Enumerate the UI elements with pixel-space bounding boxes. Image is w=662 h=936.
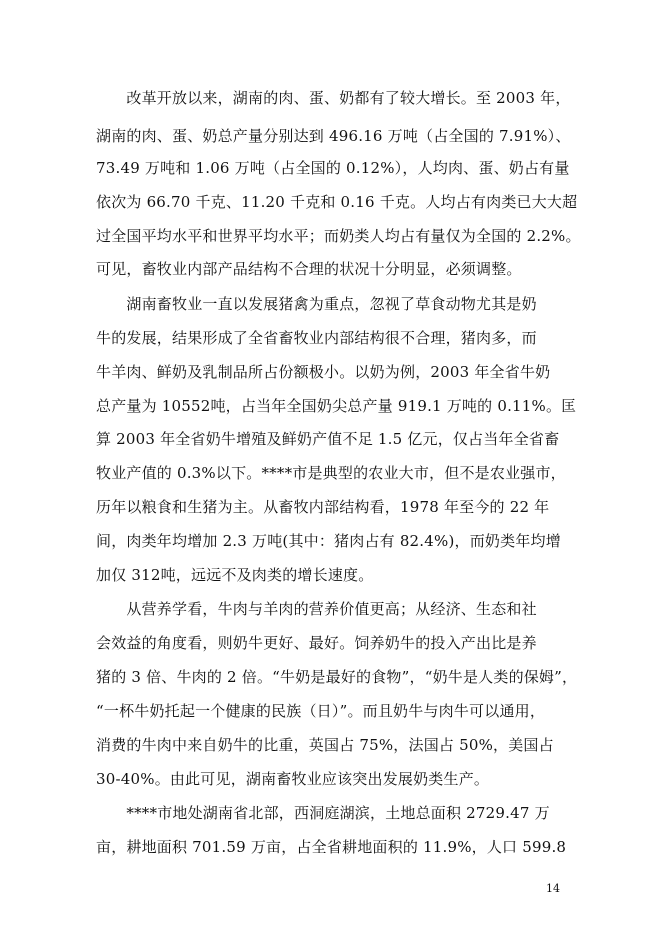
- text-line: 总产量为 10552吨，占当年全国奶尖总产量 919.1 万吨的 0.11%。匡: [96, 397, 577, 415]
- text-line: 牛的发展，结果形成了全省畜牧业内部结构很不合理，猪肉多，而: [96, 329, 537, 347]
- text-line: 可见，畜牧业内部产品结构不合理的状况十分明显，必须调整。: [96, 260, 522, 278]
- text-line: 消费的牛肉中来自奶牛的比重，英国占 75%，法国占 50%，美国占: [96, 736, 554, 754]
- text-line: 牛羊肉、鲜奶及乳制品所占份额极小。以奶为例，2003 年全省牛奶: [96, 363, 551, 381]
- text-line: ****市地处湖南省北部，西洞庭湖滨，土地总面积 2729.47 万: [96, 804, 550, 822]
- text-line: 会效益的角度看，则奶牛更好、最好。饲养奶牛的投入产出比是养: [96, 634, 537, 652]
- text-line: 牧业产值的 0.3%以下。****市是典型的农业大市，但不是农业强市，: [96, 464, 566, 482]
- text-line: 历年以粮食和生猪为主。从畜牧内部结构看，1978 年至今的 22 年: [96, 498, 550, 516]
- text-line: 加仅 312吨，远远不及肉类的增长速度。: [96, 566, 374, 584]
- text-line: 30-40%。由此可见，湖南畜牧业应该突出发展奶类生产。: [96, 770, 490, 788]
- page-number: 14: [546, 882, 560, 895]
- text-line: 73.49 万吨和 1.06 万吨（占全国的 0.12%），人均肉、蛋、奶占有量: [96, 159, 570, 177]
- text-line: 猪的 3 倍、牛肉的 2 倍。“牛奶是最好的食物”，“奶牛是人类的保姆”，: [96, 668, 578, 686]
- text-line: 湖南畜牧业一直以发展猪禽为重点，忽视了草食动物尤其是奶: [96, 295, 537, 313]
- text-line: 算 2003 年全省奶牛增殖及鲜奶产值不足 1.5 亿元，仅占当年全省畜: [96, 430, 560, 448]
- text-line: 依次为 66.70 千克、11.20 千克和 0.16 千克。人均占有肉类已大大超: [96, 193, 578, 211]
- text-line: 间，肉类年均增加 2.3 万吨(其中：猪肉占有 82.4%)，而奶类年均增: [96, 532, 561, 550]
- text-line: 亩，耕地面积 701.59 万亩，占全省耕地面积的 11.9%，人口 599.8: [96, 838, 567, 856]
- text-line: 改革开放以来，湖南的肉、蛋、奶都有了较大增长。至 2003 年，: [96, 89, 571, 107]
- text-line: 从营养学看，牛肉与羊肉的营养价值更高；从经济、生态和社: [96, 600, 537, 618]
- text-line: “一杯牛奶托起一个健康的民族（日）”。而且奶牛与肉牛可以通用，: [96, 702, 546, 720]
- text-line: 过全国平均水平和世界平均水平；而奶类人均占有量仅为全国的 2.2%。: [96, 227, 581, 245]
- text-line: 湖南的肉、蛋、奶总产量分别达到 496.16 万吨（占全国的 7.91%）、: [96, 127, 571, 145]
